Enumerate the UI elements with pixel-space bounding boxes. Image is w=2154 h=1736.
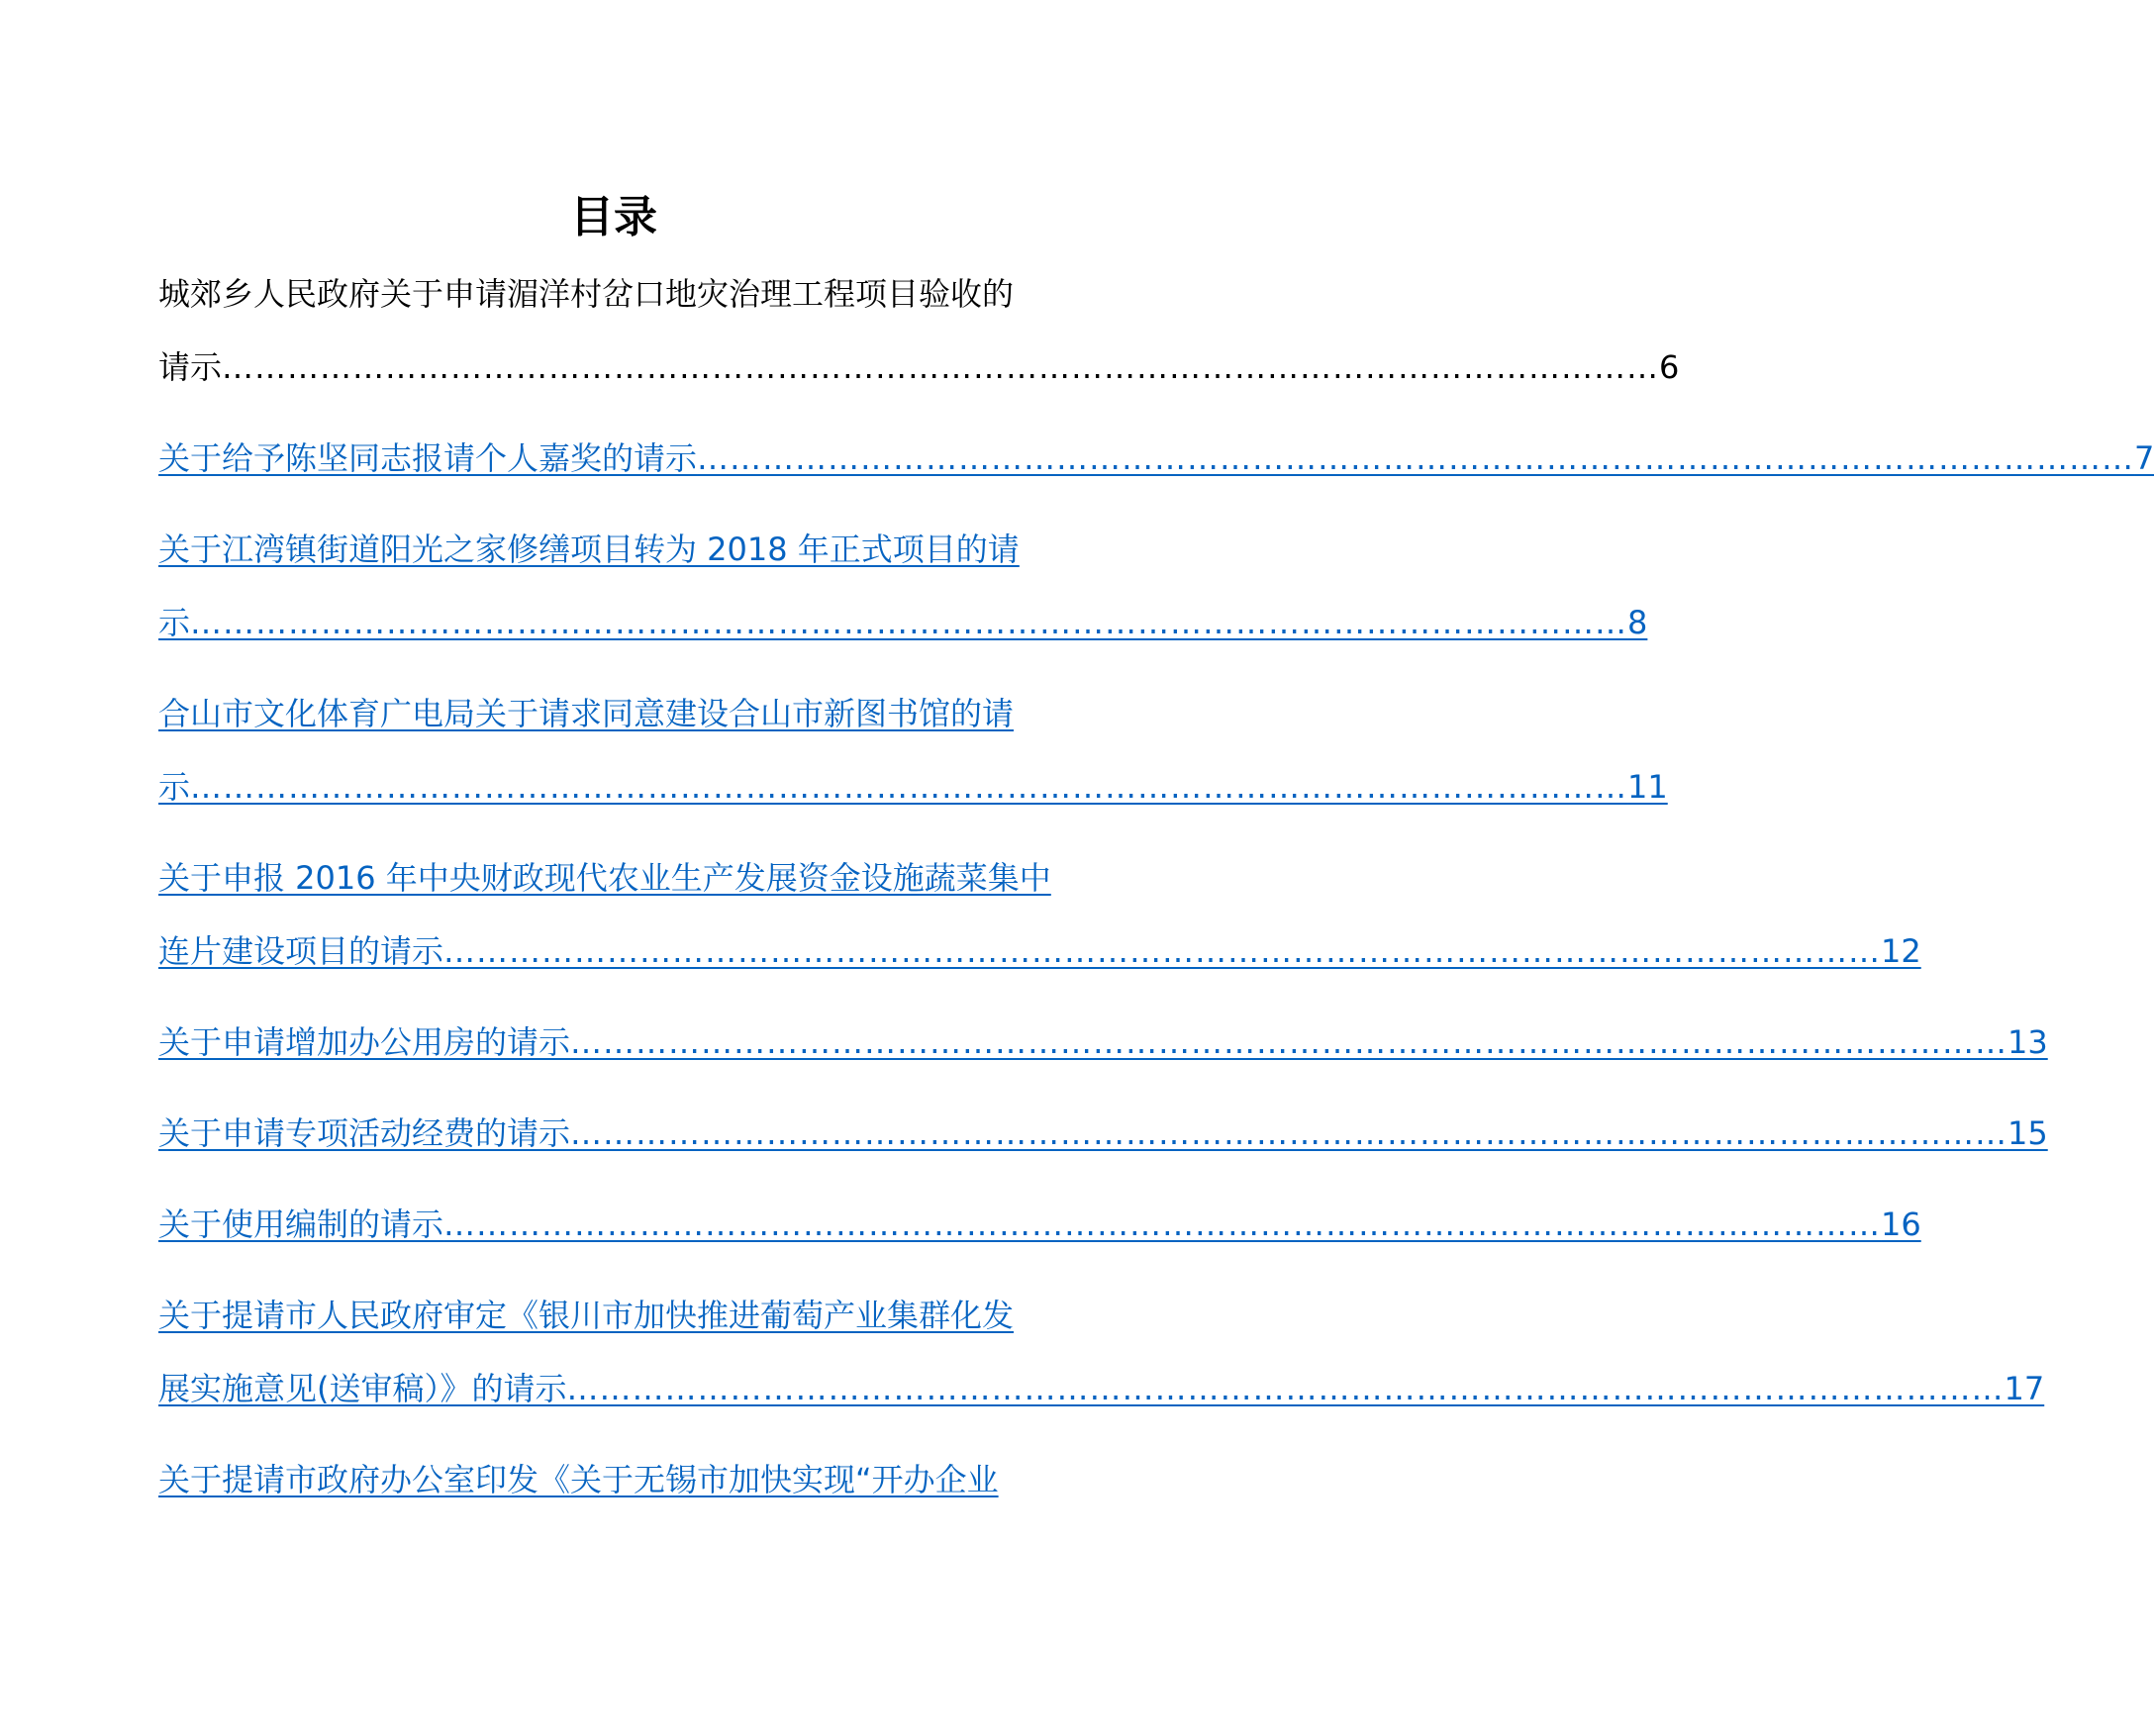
toc-entry-last-line (158, 1352, 2045, 1425)
table-of-contents (158, 257, 2154, 1534)
dot-leader: …………………………………………………………………………………………………………………… (443, 932, 1882, 970)
dot-leader: …………………………………………………………………………………………………………………… (570, 1114, 2008, 1152)
toc-entry-last-line (158, 586, 1648, 659)
toc-entry-5[interactable] (158, 841, 1921, 988)
toc-page-number: 7 (2134, 439, 2154, 477)
toc-entry-4[interactable] (158, 677, 1668, 823)
toc-page-number: 6 (1659, 348, 1680, 386)
dot-leader: …………………………………………………………………………………………………………………… (697, 439, 2135, 477)
toc-entry-last-line (158, 915, 1921, 988)
toc-entry-6[interactable] (158, 1006, 2048, 1079)
toc-entry-text: 关于申请专项活动经费的请示 (158, 1114, 571, 1152)
dot-leader: …………………………………………………………………………………………………………………… (222, 348, 1660, 386)
toc-page-number: 15 (2007, 1114, 2048, 1152)
toc-entry-3[interactable] (158, 513, 1648, 659)
dot-leader: …………………………………………………………………………………………………………………… (443, 1206, 1882, 1243)
toc-entry-last-line (158, 750, 1668, 823)
toc-entry-9[interactable] (158, 1279, 2045, 1425)
toc-entry-2[interactable] (158, 422, 2154, 495)
toc-entry-text: 关于给予陈坚同志报请个人嘉奖的请示 (158, 439, 698, 477)
toc-entry-last-line (158, 1188, 1921, 1261)
toc-entry-text: 示 (158, 604, 191, 641)
toc-page-number: 16 (1881, 1206, 1921, 1243)
toc-entry-text: 请示 (158, 348, 223, 386)
dot-leader: …………………………………………………………………………………………………………………… (190, 604, 1628, 641)
dot-leader: …………………………………………………………………………………………………………………… (570, 1023, 2008, 1061)
toc-entry-last-line (158, 1097, 2048, 1170)
toc-entry-text: 合山市文化体育广电局关于请求同意建设合山市新图书馆的请 (158, 695, 1015, 732)
toc-entry-last-line (158, 331, 1680, 404)
toc-entry-text: 展实施意见(送审稿）》的请示 (158, 1370, 567, 1407)
toc-entry-1[interactable] (158, 257, 1680, 404)
toc-entry-last-line (158, 1006, 2048, 1079)
dot-leader: …………………………………………………………………………………………………………………… (566, 1370, 2005, 1407)
toc-entry-text: 关于申报 2016 年中央财政现代农业生产发展资金设施蔬菜集中 (158, 859, 1051, 897)
toc-entry-text: 关于使用编制的请示 (158, 1206, 444, 1243)
toc-entry-10[interactable] (158, 1443, 1079, 1516)
dot-leader: …………………………………………………………………………………………………………………… (190, 768, 1628, 806)
toc-page-number: 12 (1881, 932, 1921, 970)
toc-entry-text: 关于提请市政府办公室印发《关于无锡市加快实现“开办企业 (158, 1461, 999, 1498)
toc-entry-text: 连片建设项目的请示 (158, 932, 444, 970)
toc-entry-text: 关于提请市人民政府审定《银川市加快推进葡萄产业集群化发 (158, 1297, 1015, 1334)
toc-entry-text: 关于申请增加办公用房的请示 (158, 1023, 571, 1061)
toc-page-number: 8 (1627, 604, 1648, 641)
toc-entry-last-line (158, 422, 2154, 495)
toc-entry-text: 关于江湾镇街道阳光之家修缮项目转为 2018 年正式项目的请 (158, 530, 1020, 568)
toc-entry-7[interactable] (158, 1097, 2048, 1170)
toc-page-number: 13 (2007, 1023, 2048, 1061)
page-title: 目录 (570, 192, 657, 242)
toc-page-number: 11 (1627, 768, 1668, 806)
toc-page-number: 17 (2004, 1370, 2045, 1407)
toc-entry-text: 示 (158, 768, 191, 806)
toc-entry-text: 城郊乡人民政府关于申请湄洋村岔口地灾治理工程项目验收的 (158, 275, 1015, 313)
toc-entry-8[interactable] (158, 1188, 1921, 1261)
